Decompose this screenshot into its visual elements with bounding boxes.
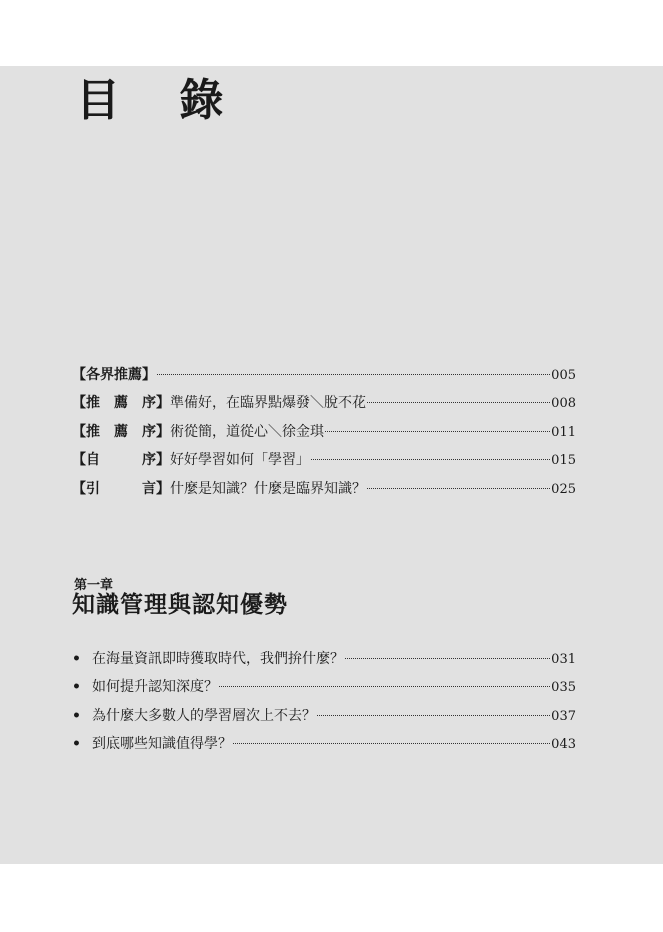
toc-page-number: 005 [551, 368, 576, 383]
toc-entry-title: 什麼是知識？什麼是臨界知識？ [170, 480, 366, 497]
section-entry [72, 705, 576, 733]
front-matter-list [72, 364, 576, 506]
bullet-icon: • [72, 651, 81, 667]
toc-leader-dots [325, 431, 550, 432]
toc-entry-label: 【推 薦 序】 [72, 395, 170, 412]
toc-entry-label: 【各界推薦】 [72, 367, 156, 383]
toc-entry-label: 【引 言】 [72, 480, 170, 497]
section-entry [72, 648, 576, 676]
toc-entry-title: 術從簡，道從心＼徐金琪 [170, 423, 324, 440]
toc-page-number: 011 [551, 424, 576, 440]
chapter-title: 知識管理與認知優勢 [72, 591, 288, 618]
bullet-icon: • [72, 679, 81, 696]
toc-entry-title: 準備好，在臨界點爆發＼脫不花 [170, 395, 366, 412]
toc-entry-label: 【自 序】 [72, 452, 170, 469]
section-title: 在海量資訊即時獲取時代，我們拚什麼？ [92, 651, 344, 667]
toc-entry [72, 392, 576, 420]
toc-page-number: 025 [551, 481, 576, 497]
section-title: 為什麼大多數人的學習層次上不去？ [92, 707, 316, 724]
toc-leader-dots [367, 402, 550, 403]
toc-entry [72, 478, 576, 506]
page-title: 目 錄 [76, 75, 246, 126]
toc-leader-dots [311, 459, 550, 460]
toc-page-number: 037 [551, 708, 576, 724]
toc-leader-dots [317, 715, 550, 716]
toc-page-number: 035 [551, 680, 576, 696]
section-title: 到底哪些知識值得學？ [92, 736, 232, 753]
chapter-number: 第一章 [74, 578, 114, 593]
toc-page-number: 031 [551, 652, 576, 667]
toc-leader-dots [157, 374, 550, 375]
toc-entry [72, 421, 576, 449]
toc-entry [72, 364, 576, 392]
section-entry [72, 733, 576, 761]
section-title: 如何提升認知深度？ [92, 679, 218, 696]
toc-leader-dots [345, 658, 550, 659]
toc-page-number: 043 [551, 737, 576, 753]
bullet-icon: • [72, 736, 81, 753]
toc-leader-dots [219, 686, 550, 687]
toc-entry [72, 449, 576, 477]
section-entry [72, 676, 576, 704]
bullet-icon: • [72, 707, 81, 724]
toc-page-number: 008 [551, 396, 576, 412]
toc-page-number: 015 [551, 453, 576, 469]
toc-leader-dots [233, 743, 550, 744]
toc-entry-label: 【推 薦 序】 [72, 423, 170, 440]
toc-entry-title: 好好學習如何「學習」 [170, 452, 310, 469]
toc-leader-dots [367, 488, 550, 489]
chapter-section-list [72, 648, 576, 762]
